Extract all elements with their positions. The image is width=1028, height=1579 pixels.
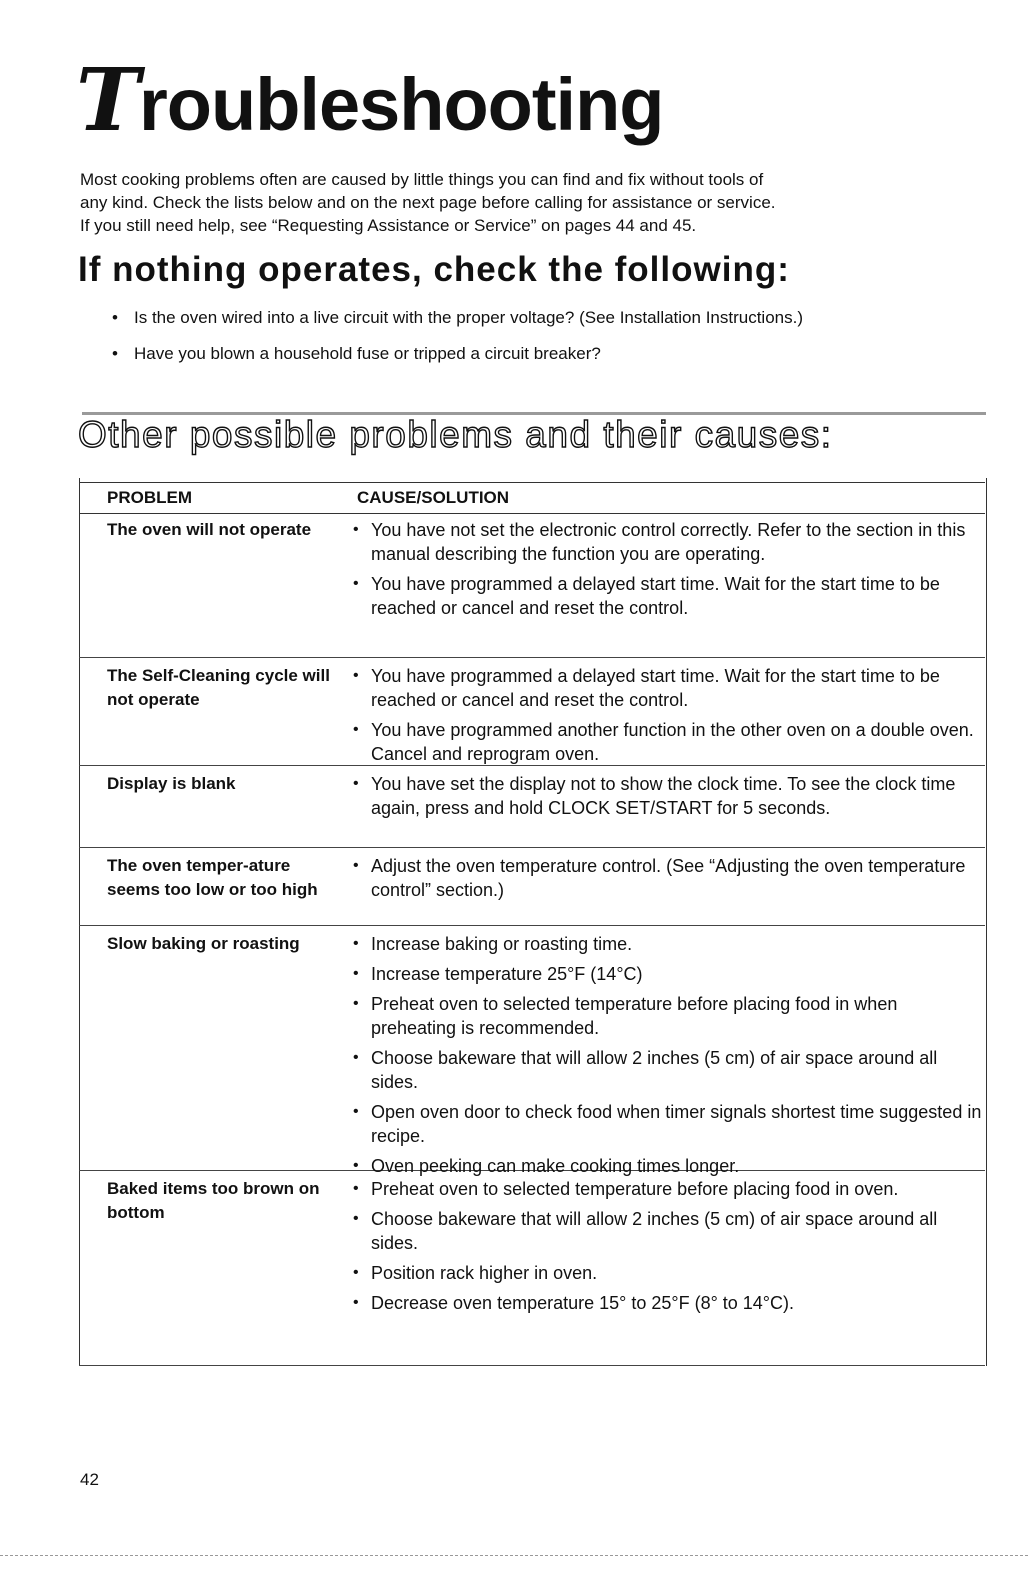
cause-item	[353, 718, 985, 766]
bullet-icon: •	[353, 995, 359, 1012]
cause-item	[353, 1100, 985, 1148]
bullet-icon: •	[112, 344, 118, 363]
problem-label: Display is blank	[107, 774, 236, 793]
cause-text: Choose bakeware that will allow 2 inches (5 cm) of air space around all sides.	[371, 1048, 938, 1092]
cause-item	[353, 992, 985, 1040]
cause-text: Choose bakeware that will allow 2 inches (5 cm) of air space around all sides.	[371, 1209, 938, 1253]
cause-item	[353, 962, 985, 986]
list-item-text: Is the oven wired into a live circuit with the proper voltage? (See Installation Instructions.)	[134, 308, 804, 327]
page-title	[76, 50, 664, 151]
cause-item	[353, 854, 985, 902]
bullet-icon: •	[353, 935, 359, 952]
title-rest: roubleshooting	[139, 63, 664, 146]
cause-text: Preheat oven to selected temperature before placing food in when preheating is recommended.	[371, 994, 898, 1038]
bullet-icon: •	[353, 1264, 359, 1281]
cause-item	[353, 932, 985, 956]
bullet-icon: •	[353, 1210, 359, 1227]
table-row	[79, 658, 985, 766]
bullet-icon: •	[353, 667, 359, 684]
bullet-icon: •	[353, 965, 359, 982]
list-item-text: Have you blown a household fuse or tripped a circuit breaker?	[134, 344, 601, 363]
nothing-operates-heading: If nothing operates, check the following:	[78, 250, 790, 289]
bullet-icon: •	[353, 1157, 359, 1174]
bullet-icon: •	[353, 1294, 359, 1311]
intro-line: any kind. Check the lists below and on the next page before calling for assistance or service.	[80, 193, 776, 212]
intro-paragraph	[80, 168, 990, 237]
cause-text: You have not set the electronic control correctly. Refer to the section in this manual describing the function you are operating.	[371, 520, 966, 564]
cause-list	[353, 1171, 985, 1315]
table-row	[79, 926, 985, 1176]
cause-list	[353, 848, 985, 902]
bullet-icon: •	[353, 857, 359, 874]
cause-item	[353, 664, 985, 712]
problem-label: The Self-Cleaning cycle will not operate	[107, 666, 330, 709]
cause-item	[353, 1291, 985, 1315]
table-header	[79, 482, 985, 514]
cause-text: Preheat oven to selected temperature before placing food in oven.	[371, 1179, 899, 1199]
header-problem: PROBLEM	[107, 488, 192, 507]
intro-line: If you still need help, see “Requesting Assistance or Service” on pages 44 and 45.	[80, 216, 697, 235]
nothing-operates-list	[112, 306, 952, 378]
cause-text: Increase temperature 25°F (14°C)	[371, 964, 643, 984]
other-problems-heading: Other possible problems and their causes:	[78, 414, 833, 455]
table-row	[79, 848, 985, 926]
cause-text: Position rack higher in oven.	[371, 1263, 598, 1283]
page-number: 42	[80, 1470, 99, 1489]
problems-table-body	[79, 512, 985, 1366]
cause-list	[353, 926, 985, 1178]
cause-text: Adjust the oven temperature control. (See “Adjusting the oven temperature control” section.)	[371, 856, 966, 900]
cause-item	[353, 1046, 985, 1094]
bullet-icon: •	[353, 1103, 359, 1120]
cause-text: Increase baking or roasting time.	[371, 934, 633, 954]
cause-text: You have programmed a delayed start time. Wait for the start time to be reached or cancel and reset the control.	[371, 666, 940, 710]
bullet-icon: •	[353, 1180, 359, 1197]
cause-item	[353, 1177, 985, 1201]
cause-text: Open oven door to check food when timer signals shortest time suggested in recipe.	[371, 1102, 982, 1146]
cause-text: You have programmed a delayed start time. Wait for the start time to be reached or cancel and reset the control.	[371, 574, 940, 618]
cause-list	[353, 766, 985, 820]
cause-list	[353, 512, 985, 620]
bullet-icon: •	[353, 775, 359, 792]
table-row	[79, 1171, 985, 1366]
bullet-icon: •	[353, 521, 359, 538]
cause-list	[353, 658, 985, 766]
cause-item	[353, 1207, 985, 1255]
bullet-icon: •	[353, 721, 359, 738]
cause-text: You have set the display not to show the clock time. To see the clock time again, press and hold CLOCK SET/START for 5 seconds.	[371, 774, 956, 818]
list-item	[112, 306, 952, 329]
header-cause: CAUSE/SOLUTION	[357, 488, 510, 507]
bullet-icon: •	[353, 575, 359, 592]
problem-label: Slow baking or roasting	[107, 934, 300, 953]
page-edge-line	[0, 1555, 1028, 1556]
cause-item	[353, 572, 985, 620]
title-initial: T	[76, 50, 139, 151]
problem-label: The oven will not operate	[107, 520, 312, 539]
cause-item	[353, 1261, 985, 1285]
list-item	[112, 342, 952, 365]
problem-label: The oven temper-ature seems too low or too high	[107, 856, 318, 899]
intro-line: Most cooking problems often are caused by little things you can find and fix without tools of	[80, 170, 764, 189]
cause-text: You have programmed another function in the other oven on a double oven. Cancel and reprogram oven.	[371, 720, 974, 764]
table-row	[79, 512, 985, 658]
problem-label: Baked items too brown on bottom	[107, 1179, 320, 1222]
bullet-icon: •	[112, 308, 118, 327]
cause-item	[353, 772, 985, 820]
cause-item	[353, 518, 985, 566]
bullet-icon: •	[353, 1049, 359, 1066]
table-row	[79, 766, 985, 848]
cause-text: Oven peeking can make cooking times longer.	[371, 1156, 740, 1176]
cause-text: Decrease oven temperature 15° to 25°F (8° to 14°C).	[371, 1293, 794, 1313]
